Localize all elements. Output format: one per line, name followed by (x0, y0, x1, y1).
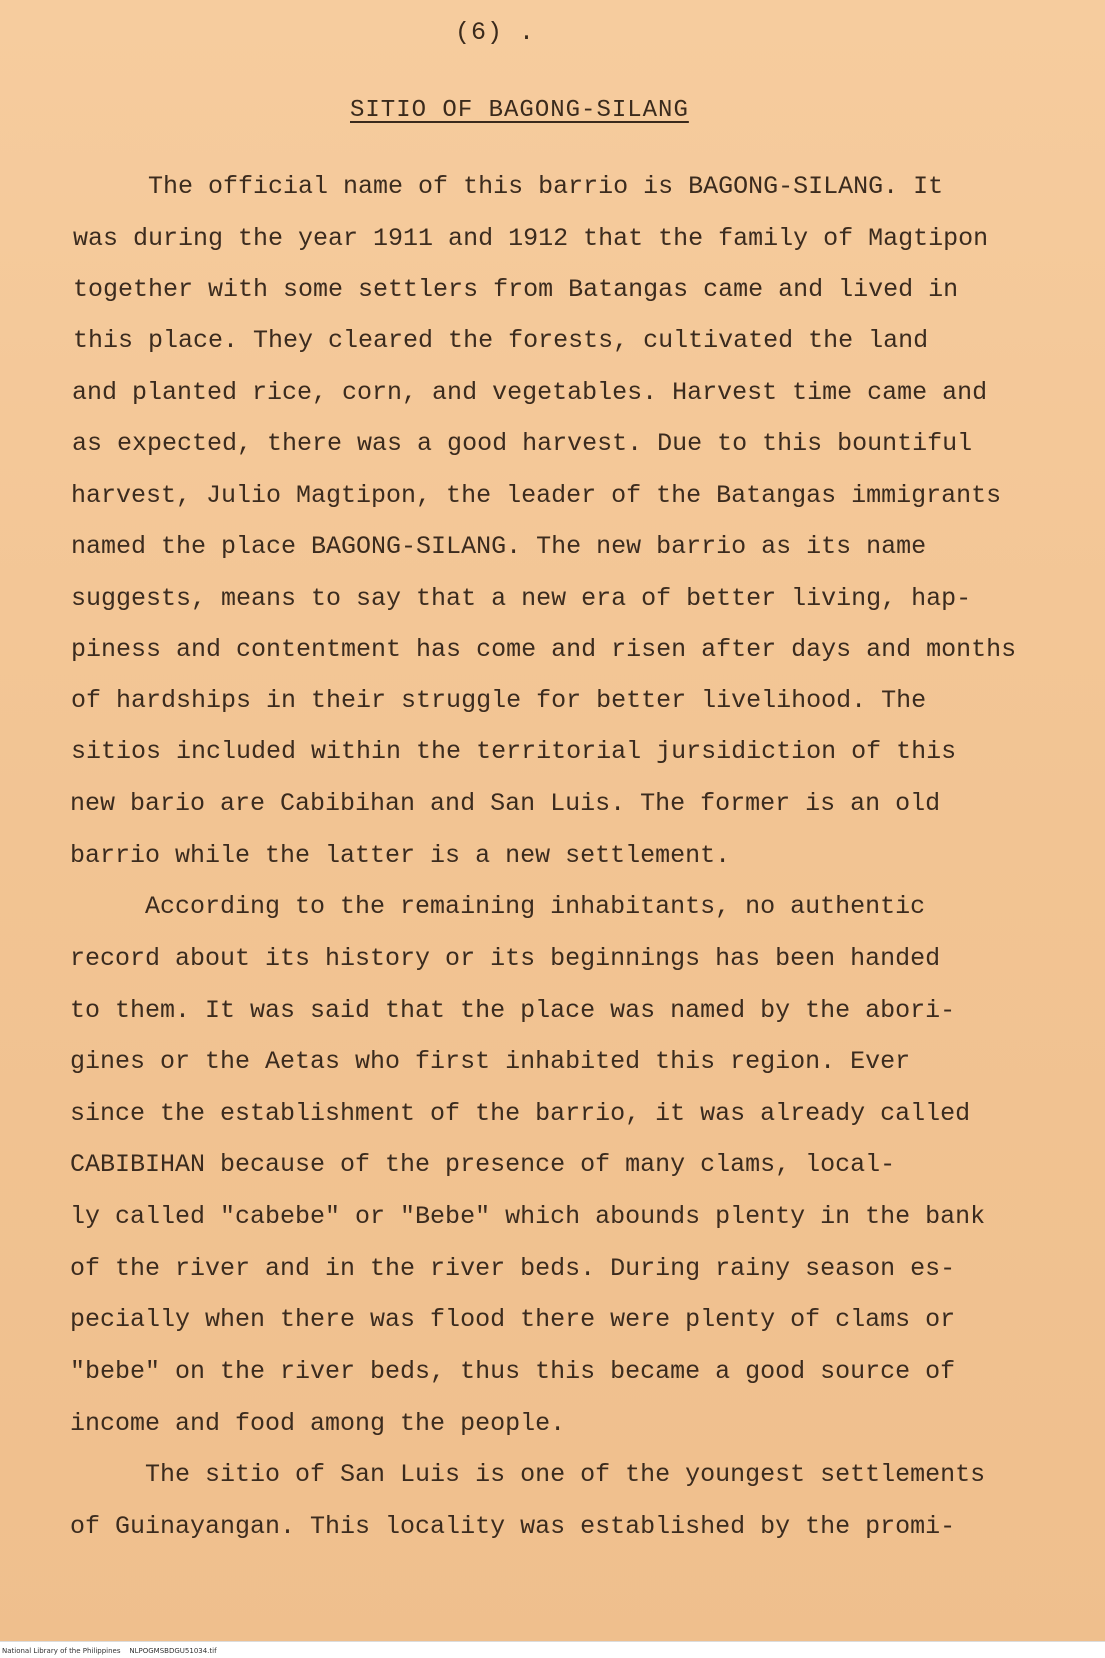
text-line: to them. It was said that the place was named by the abori- (70, 996, 956, 1025)
text-line: ly called "cabebe" or "Bebe" which abounds plenty in the bank (70, 1202, 986, 1231)
text-line: harvest, Julio Magtipon, the leader of the Batangas immigrants (71, 481, 1002, 510)
text-line: named the place BAGONG-SILANG. The new barrio as its name (71, 532, 927, 561)
text-line: income and food among the people. (70, 1409, 566, 1438)
text-line: barrio while the latter is a new settlement. (70, 841, 731, 870)
text-line: this place. They cleared the forests, cultivated the land (73, 326, 929, 355)
text-line: new bario are Cabibihan and San Luis. The former is an old (70, 789, 941, 818)
text-line: together with some settlers from Batangas came and lived in (73, 275, 959, 304)
text-line: and planted rice, corn, and vegetables. Harvest time came and (72, 378, 988, 407)
text-line: of the river and in the river beds. During rainy season es- (70, 1254, 956, 1283)
text-line: "bebe" on the river beds, thus this became a good source of (70, 1357, 956, 1386)
text-line: record about its history or its beginnings has been handed (70, 944, 941, 973)
text-line: of Guinayangan. This locality was established by the promi- (70, 1512, 956, 1541)
text-line: CABIBIHAN because of the presence of many clams, local- (70, 1150, 896, 1179)
scan-footer (0, 1641, 1105, 1658)
text-line: piness and contentment has come and risen after days and months (71, 635, 1017, 664)
text-line: The official name of this barrio is BAGONG-SILANG. It (73, 172, 944, 201)
page-number: (6) . (455, 18, 536, 47)
text-line: According to the remaining inhabitants, no authentic (70, 892, 926, 921)
text-line: as expected, there was a good harvest. Due to this bountiful (72, 429, 973, 458)
page-title: SITIO OF BAGONG-SILANG (350, 97, 689, 124)
text-line: of hardships in their struggle for better livelihood. The (71, 686, 927, 715)
text-line: since the establishment of the barrio, it was already called (70, 1099, 971, 1128)
text-line: was during the year 1911 and 1912 that the family of Magtipon (73, 224, 989, 253)
footer-text: National Library of the Philippines NLPOGMSBDGU51034.tif (2, 1647, 217, 1655)
text-line: suggests, means to say that a new era of better living, hap- (71, 584, 972, 613)
text-line: pecially when there was flood there were plenty of clams or (70, 1305, 956, 1334)
text-line: sitios included within the territorial jursidiction of this (71, 737, 957, 766)
text-line: The sitio of San Luis is one of the youngest settlements (70, 1460, 986, 1489)
text-line: gines or the Aetas who first inhabited this region. Ever (70, 1047, 911, 1076)
